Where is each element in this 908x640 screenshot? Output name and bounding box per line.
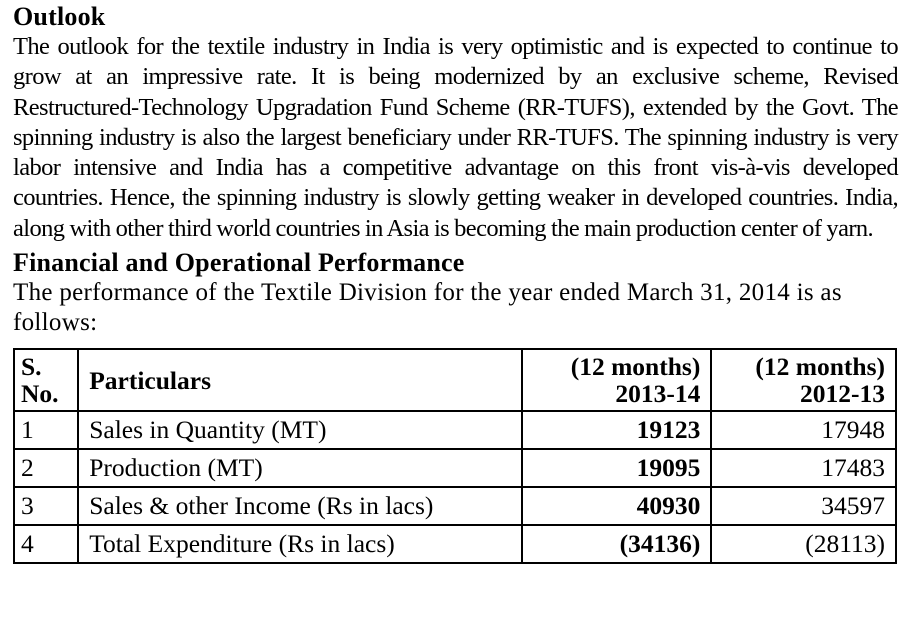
cell-particular: Sales in Quantity (MT) xyxy=(78,411,522,449)
header-sno-line1: S. xyxy=(21,352,42,382)
cell-previous: 17948 xyxy=(711,411,896,449)
table-row xyxy=(14,411,896,449)
performance-intro: The performance of the Textile Division for the year ended March 31, 2014 is as follows: xyxy=(13,279,842,337)
cell-sno: 1 xyxy=(14,411,78,449)
header-sno-line2: No. xyxy=(21,379,59,409)
cell-previous: (28113) xyxy=(711,525,896,563)
cell-sno: 2 xyxy=(14,449,78,487)
performance-heading: Financial and Operational Performance xyxy=(13,248,465,278)
header-current-period: (12 months) xyxy=(570,352,701,382)
cell-particular: Total Expenditure (Rs in lacs) xyxy=(78,525,522,563)
cell-particular: Production (MT) xyxy=(78,449,522,487)
cell-particular: Sales & other Income (Rs in lacs) xyxy=(78,487,522,525)
cell-current: 19123 xyxy=(522,411,712,449)
header-previous-period: (12 months) xyxy=(755,352,885,382)
cell-current: (34136) xyxy=(522,525,712,563)
performance-table xyxy=(13,348,897,564)
table-header-row xyxy=(14,349,896,411)
outlook-paragraph: The outlook for the textile industry in India is very optimistic and is expected to continue to grow at an impressive rate. It is being modernized by an exclusive scheme, Revised Restructured-Technology Upgradation Fund Scheme (RR-TUFS), extended by the Govt. The spinning industry is also the largest beneficiary under RR-TUFS. The spinning industry is very labor intensive and India has a competitive advantage on this front vis-à-vis developed countries. Hence, the spinning industry is slowly getting weaker in developed countries. India, along with other third world countries in Asia is becoming the main production center of yarn. xyxy=(13,33,898,242)
cell-current: 40930 xyxy=(522,487,712,525)
outlook-heading: Outlook xyxy=(13,2,106,31)
cell-sno: 3 xyxy=(14,487,78,525)
table-row xyxy=(14,449,896,487)
cell-sno: 4 xyxy=(14,525,78,563)
table-row xyxy=(14,525,896,563)
cell-current: 19095 xyxy=(522,449,712,487)
header-previous-year xyxy=(711,349,896,411)
cell-previous: 34597 xyxy=(711,487,896,525)
header-particulars: Particulars xyxy=(78,349,522,411)
header-current-year xyxy=(522,349,712,411)
header-sno xyxy=(14,349,78,411)
cell-previous: 17483 xyxy=(711,449,896,487)
table-row xyxy=(14,487,896,525)
header-current-label: 2013-14 xyxy=(615,379,701,409)
header-previous-label: 2012-13 xyxy=(800,379,885,409)
